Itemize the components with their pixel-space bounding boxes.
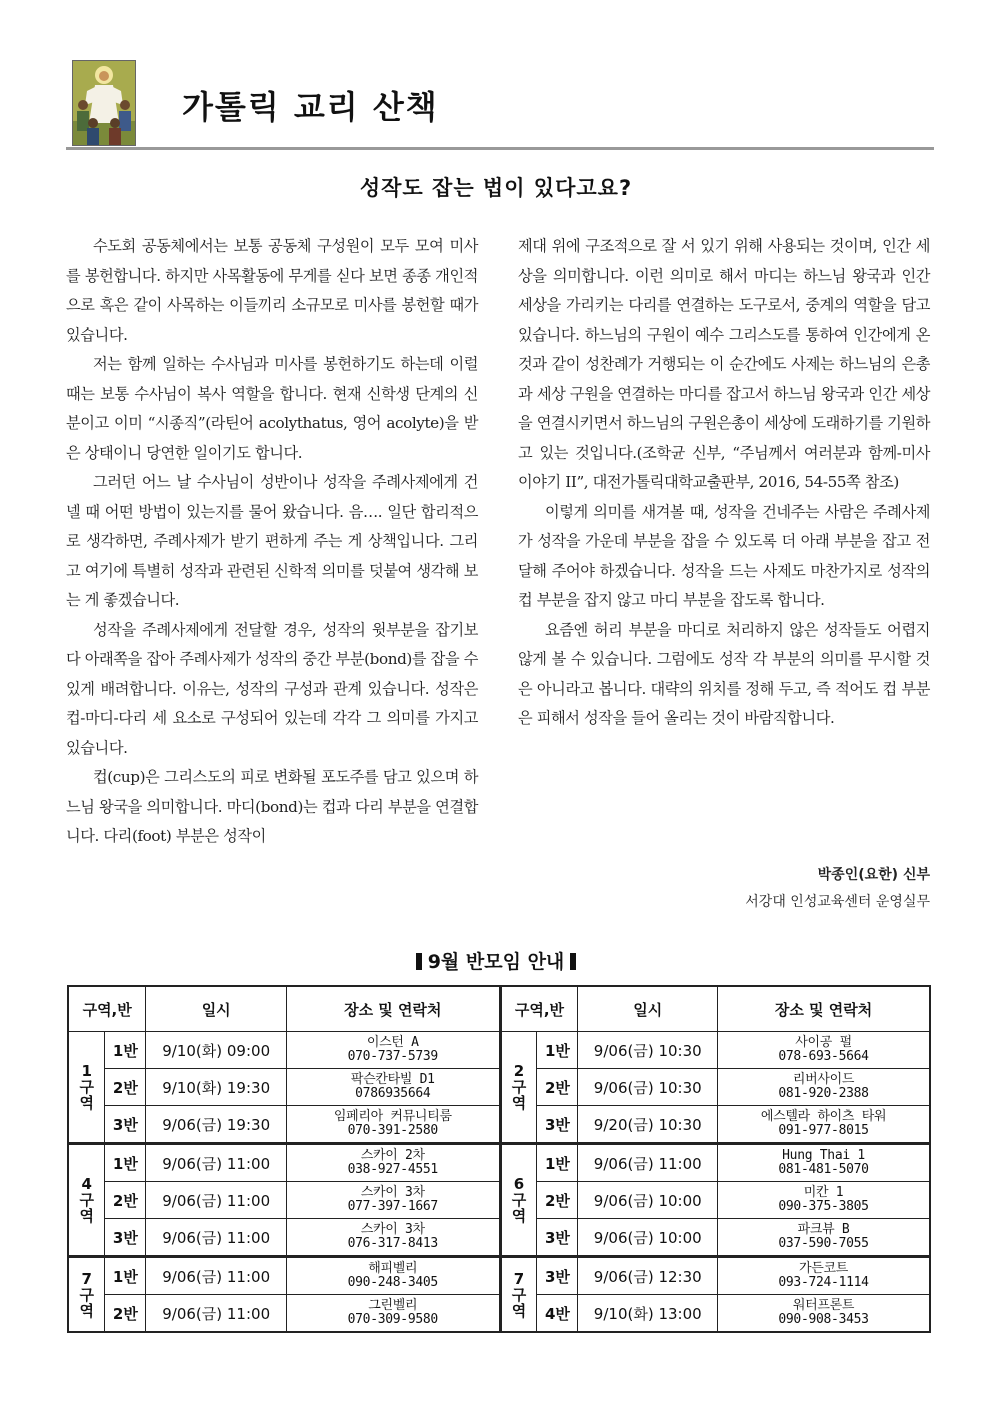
ban-cell: 3반 <box>105 1106 146 1144</box>
place-contact-cell <box>718 1106 930 1144</box>
datetime-cell: 9/10(화) 13:00 <box>578 1295 718 1333</box>
place-name: 그린벨리 <box>368 1298 418 1313</box>
phone-number: 090-248-3405 <box>347 1275 438 1290</box>
place-contact-cell <box>287 1257 501 1295</box>
phone-number: 037-590-7055 <box>778 1236 869 1251</box>
datetime-cell: 9/06(금) 10:30 <box>578 1032 718 1069</box>
paragraph: 그러던 어느 날 수사님이 성반이나 성작을 주례사제에게 건넬 때 어떤 방법이 있는지를 물어 왔습니다. 음…. 일단 합리적으로 생각하면, 주례사제가 받기 편하게 주는 게 상책입니다. 그리고 여기에 특별히 성작과 관련된 신학적 의미를 덧붙여 생각해 보는 게 좋겠습니다. <box>66 473 478 609</box>
phone-number: 093-724-1114 <box>778 1275 869 1290</box>
phone-number: 090-375-3805 <box>778 1199 869 1214</box>
place-contact-cell <box>287 1295 501 1333</box>
place-name: 에스텔라 하이츠 타워 <box>760 1109 887 1124</box>
table-row <box>68 1257 930 1295</box>
schedule-title <box>0 947 992 974</box>
district-label: 7구역 <box>511 1269 527 1320</box>
phone-number: 070-737-5739 <box>347 1049 438 1064</box>
table-row <box>68 1219 930 1257</box>
table-row <box>68 1106 930 1144</box>
phone-number: 081-481-5070 <box>778 1162 869 1177</box>
christ-apostles-logo <box>72 60 136 146</box>
datetime-cell: 9/06(금) 10:00 <box>578 1219 718 1257</box>
table-row <box>68 1069 930 1106</box>
table-header-row <box>68 986 930 1032</box>
ban-cell: 2반 <box>105 1182 146 1219</box>
ban-cell: 4반 <box>537 1295 578 1333</box>
place-contact-cell <box>718 1069 930 1106</box>
ban-cell: 1반 <box>105 1032 146 1069</box>
datetime-cell: 9/06(금) 11:00 <box>146 1219 287 1257</box>
district-cell <box>68 1257 105 1333</box>
place-name: 스카이 3차 <box>360 1222 425 1237</box>
datetime-cell: 9/10(화) 19:30 <box>146 1069 287 1106</box>
datetime-cell: 9/06(금) 11:00 <box>578 1144 718 1182</box>
district-cell <box>500 1144 537 1257</box>
district-cell <box>68 1144 105 1257</box>
ban-cell: 1반 <box>537 1032 578 1069</box>
ban-cell: 1반 <box>105 1257 146 1295</box>
phone-number: 091-977-8015 <box>778 1123 869 1138</box>
ban-cell: 2반 <box>537 1182 578 1219</box>
table-row <box>68 1144 930 1182</box>
place-name: Hung Thai 1 <box>782 1148 865 1163</box>
ban-cell: 1반 <box>537 1144 578 1182</box>
ban-cell: 2반 <box>105 1069 146 1106</box>
paragraph: 이렇게 의미를 새겨볼 때, 성작을 건네주는 사람은 주례사제가 성작을 가운데 부분을 잡을 수 있도록 더 아래 부분을 잡고 전달해 주어야 하겠습니다. 성작을 드는 사제도 마찬가지로 성작의 컵 부분을 잡지 않고 마디 부분을 잡도록 합니다. <box>518 502 930 609</box>
place-name: 임페리아 커뮤니티룸 <box>333 1109 452 1124</box>
section-title: 가톨릭 교리 산책 <box>182 88 439 126</box>
place-contact-cell <box>718 1032 930 1069</box>
header-datetime: 일시 <box>578 986 718 1032</box>
ban-cell: 3반 <box>537 1257 578 1295</box>
district-label: 4구역 <box>79 1175 94 1225</box>
district-cell <box>68 1032 105 1144</box>
datetime-cell: 9/06(금) 11:00 <box>146 1144 287 1182</box>
place-name: 스카이 2차 <box>360 1148 425 1163</box>
place-contact-cell <box>718 1182 930 1219</box>
place-name: 리버사이드 <box>792 1072 855 1087</box>
phone-number: 090-908-3453 <box>778 1312 869 1327</box>
article-left-column <box>66 232 478 852</box>
title-bar-right <box>570 953 576 970</box>
district-label: 6구역 <box>511 1175 527 1225</box>
place-name: 가든코트 <box>799 1261 849 1276</box>
place-name: 팍슨칸타빌 D1 <box>350 1072 435 1087</box>
paragraph: 성작을 주례사제에게 전달할 경우, 성작의 윗부분을 잡기보다 아래쪽을 잡아 주례사제가 성작의 중간 부분(bond)를 잡을 수 있게 배려합니다. 이유는, 성작의 구성과 관계 있습니다. 성작은 컵-마디-다리 세 요소로 구성되어 있는데 각각 그 의미를 가지고 있습니다. <box>66 620 478 757</box>
phone-number: 0786935664 <box>355 1086 431 1101</box>
ban-cell: 3반 <box>105 1219 146 1257</box>
phone-number: 078-693-5664 <box>778 1049 869 1064</box>
phone-number: 070-309-9580 <box>347 1312 438 1327</box>
place-contact-cell <box>718 1144 930 1182</box>
phone-number: 076-317-8413 <box>347 1236 438 1251</box>
schedule-body <box>68 1032 930 1333</box>
place-contact-cell <box>287 1219 501 1257</box>
datetime-cell: 9/06(금) 12:30 <box>578 1257 718 1295</box>
datetime-cell: 9/06(금) 19:30 <box>146 1106 287 1144</box>
datetime-cell: 9/06(금) 11:00 <box>146 1182 287 1219</box>
phone-number: 077-397-1667 <box>347 1199 438 1214</box>
table-row <box>68 1032 930 1069</box>
header-divider <box>66 147 934 150</box>
district-cell <box>500 1257 537 1333</box>
place-name: 워터프론트 <box>792 1298 855 1313</box>
datetime-cell: 9/20(금) 10:30 <box>578 1106 718 1144</box>
datetime-cell: 9/06(금) 11:00 <box>146 1257 287 1295</box>
place-name: 이스턴 A <box>366 1035 419 1050</box>
table-row <box>68 1182 930 1219</box>
place-name: 사이공 펄 <box>795 1035 852 1050</box>
place-contact-cell <box>718 1257 930 1295</box>
phone-number: 070-391-2580 <box>347 1123 438 1138</box>
table-row <box>68 1295 930 1333</box>
paragraph: 컵(cup)은 그리스도의 피로 변화될 포도주를 담고 있으며 하느님 왕국을 의미합니다. 마디(bond)는 컵과 다리 부분을 연결합니다. 다리(foot) 부분은 성작이 <box>66 768 478 845</box>
place-name: 해피벨리 <box>368 1261 418 1276</box>
header-datetime: 일시 <box>146 986 287 1032</box>
place-name: 스카이 3차 <box>360 1185 425 1200</box>
place-contact-cell <box>287 1182 501 1219</box>
ban-cell: 2반 <box>537 1069 578 1106</box>
schedule-title-text: 9월 반모임 안내 <box>427 951 565 973</box>
ban-cell: 3반 <box>537 1106 578 1144</box>
place-name: 파크뷰 B <box>797 1222 850 1237</box>
schedule-table <box>67 985 931 1333</box>
datetime-cell: 9/06(금) 10:30 <box>578 1069 718 1106</box>
paragraph: 제대 위에 구조적으로 잘 서 있기 위해 사용되는 것이며, 인간 세상을 의미합니다. 이런 의미로 해서 마디는 하느님 왕국과 인간 세상을 가리키는 다리를 연결하는 도구로서, 중계의 역할을 담고 있습니다. 하느님의 구원이 예수 그리스도를 통하여 인간에게 온 것과 같이 성찬례가 거행되는 이 순간에도 사제는 하느님의 은총과 세상 구원을 연결하는 마디를 잡고서 하느님 왕국과 인간 세상을 연결시키면서 하느님의 구원은총이 세상에 도래하기를 기원하고 있는 것입니다.(조학균 신부, “주님께서 여러분과 함께-미사 이야기 II”, 대전가톨릭대학교출판부, 2016, 54-55쪽 참조) <box>518 237 930 491</box>
byline <box>745 862 930 916</box>
header-district: 구역,반 <box>500 986 578 1032</box>
author-name: 박종인(요한) 신부 <box>817 867 930 883</box>
ban-cell: 3반 <box>537 1219 578 1257</box>
phone-number: 038-927-4551 <box>347 1162 438 1177</box>
district-label: 2구역 <box>511 1062 527 1112</box>
phone-number: 081-920-2388 <box>778 1086 869 1101</box>
place-contact-cell <box>287 1069 501 1106</box>
paragraph: 저는 함께 일하는 수사님과 미사를 봉헌하기도 하는데 이럴 때는 보통 수사님이 복사 역할을 합니다. 현재 신학생 단계의 신분이고 이미 “시종직”(라틴어 acolythatus, 영어 acolyte)을 받은 상태이니 당연한 일이기도 합니다. <box>66 355 478 462</box>
place-name: 미칸 1 <box>803 1185 844 1200</box>
district-label: 7구역 <box>79 1269 94 1320</box>
paragraph: 수도회 공동체에서는 보통 공동체 구성원이 모두 모여 미사를 봉헌합니다. 하지만 사목활동에 무게를 싣다 보면 종종 개인적으로 혹은 같이 사목하는 이들끼리 소규모로 미사를 봉헌할 때가 있습니다. <box>66 237 478 344</box>
header-place: 장소 및 연락처 <box>718 986 930 1032</box>
paragraph: 요즘엔 허리 부분을 마디로 처리하지 않은 성작들도 어렵지 않게 볼 수 있습니다. 그럼에도 성작 각 부분의 의미를 무시할 것은 아니라고 봅니다. 대략의 위치를 정해 두고, 즉 적어도 컵 부분은 피해서 성작을 들어 올리는 것이 바람직합니다. <box>518 620 930 727</box>
place-contact-cell <box>718 1295 930 1333</box>
place-contact-cell <box>287 1032 501 1069</box>
datetime-cell: 9/06(금) 11:00 <box>146 1295 287 1333</box>
district-cell <box>500 1032 537 1144</box>
ban-cell: 1반 <box>105 1144 146 1182</box>
header-district: 구역,반 <box>68 986 146 1032</box>
datetime-cell: 9/06(금) 10:00 <box>578 1182 718 1219</box>
district-label: 1구역 <box>79 1062 94 1112</box>
place-contact-cell <box>718 1219 930 1257</box>
ban-cell: 2반 <box>105 1295 146 1333</box>
place-contact-cell <box>287 1106 501 1144</box>
section-header <box>72 60 934 150</box>
title-bar-left <box>416 953 422 970</box>
article-title: 성작도 잡는 법이 있다고요? <box>359 176 633 200</box>
header-place: 장소 및 연락처 <box>287 986 501 1032</box>
place-contact-cell <box>287 1144 501 1182</box>
author-org: 서강대 인성교육센터 운영실무 <box>745 894 930 910</box>
article-right-column <box>518 232 930 734</box>
datetime-cell: 9/10(화) 09:00 <box>146 1032 287 1069</box>
